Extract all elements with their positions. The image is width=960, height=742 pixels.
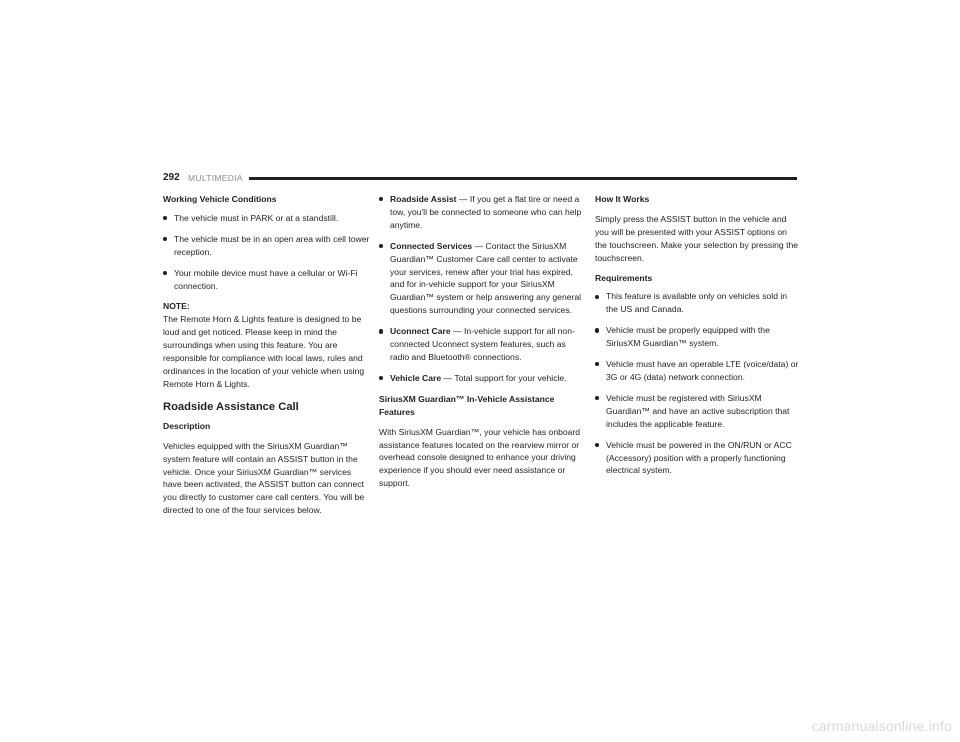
- service-term: Connected Services: [390, 240, 473, 251]
- service-term: Uconnect Care: [390, 326, 451, 337]
- list-item-text: The vehicle must in PARK or at a standstill.: [174, 212, 339, 223]
- note-text: The Remote Horn & Lights feature is designed to be loud and get noticed. Please keep in mind the surroundings when using this feature. You are responsible for compliance with local laws, rules and ordinances in the location of your vehicle when using Remote Horn & Lights.: [163, 314, 365, 389]
- bullet-icon: [595, 362, 599, 366]
- list-item-text: Vehicle must be registered with SiriusXM Guardian™ and have an active subscription that includes the applicable feature.: [606, 392, 790, 429]
- features-heading: SiriusXM Guardian™ In-Vehicle Assistance Features: [379, 393, 555, 417]
- header-rule: [249, 177, 797, 180]
- column-1: [163, 193, 371, 517]
- requirements-list: [595, 290, 801, 477]
- page-header: [163, 172, 797, 186]
- section-name: MULTIMEDIA: [188, 173, 243, 183]
- how-it-works-text: Simply press the ASSIST button in the vehicle and you will be presented with your ASSIST options on the touchscreen. Make your selection by pressing the touchscreen.: [595, 213, 799, 263]
- bullet-icon: [595, 328, 599, 332]
- bullet-icon: [379, 329, 383, 333]
- bullet-icon: [163, 237, 167, 241]
- list-item: [163, 212, 371, 225]
- note-label: NOTE:: [163, 301, 190, 312]
- list-item: [379, 372, 585, 385]
- list-item-text: Your mobile device must have a cellular or Wi-Fi connection.: [174, 267, 358, 291]
- list-item-text: Vehicle must have an operable LTE (voice/data) or 3G or 4G (data) network connection.: [606, 359, 799, 382]
- service-desc: — Contact the SiriusXM Guardian™ Customer Care call center to activate your services, renew after your trial has expired, and for in-vehicle support for your SiriusXM Guardian™ system or help answering any general questions surrounding your connected services.: [390, 240, 582, 316]
- list-item: [595, 358, 801, 384]
- service-desc: — If you get a flat tire or need a tow, you'll be connected to someone who can help anytime.: [390, 194, 582, 230]
- service-desc: — In-vehicle support for all non-connected Uconnect system features, such as radio and Bluetooth® connections.: [390, 326, 575, 362]
- list-item: [379, 193, 585, 232]
- column-2: [379, 193, 585, 490]
- page-number: 292: [163, 172, 180, 183]
- description-text: Vehicles equipped with the SiriusXM Guardian™ system feature will contain an ASSIST button in the vehicle. Once your SiriusXM Guardian™ services have been activated, the ASSIST button can connect you directly to customer care call centers. You will be directed to one of the four services below.: [163, 440, 365, 516]
- list-item: [379, 325, 585, 364]
- bullet-icon: [595, 396, 599, 400]
- services-list: [379, 193, 585, 385]
- list-item: [595, 290, 801, 316]
- list-item: [595, 439, 801, 478]
- list-item: [163, 267, 371, 293]
- list-item-text: The vehicle must be in an open area with cell tower reception.: [174, 233, 370, 257]
- section-title: Roadside Assistance Call: [163, 400, 299, 413]
- service-desc: — Total support for your vehicle.: [441, 372, 567, 383]
- bullet-icon: [595, 443, 599, 447]
- watermark: carmanualsonline.info: [811, 718, 952, 734]
- list-item-text: Vehicle must be powered in the ON/RUN or ACC (Accessory) position with a properly functioning electrical system.: [606, 439, 792, 476]
- how-it-works-heading: How It Works: [595, 194, 650, 204]
- list-item-text: Vehicle must be properly equipped with the SiriusXM Guardian™ system.: [606, 325, 770, 349]
- bullet-icon: [163, 271, 167, 275]
- bullet-icon: [379, 376, 383, 380]
- bullet-icon: [379, 197, 383, 201]
- features-text: With SiriusXM Guardian™, your vehicle has onboard assistance features located on the rearview mirror or overhead console designed to enhance your driving experience if you should ever need assistance or support.: [379, 426, 581, 489]
- list-item: [595, 324, 801, 350]
- description-heading: Description: [163, 420, 211, 431]
- bullet-icon: [379, 244, 383, 248]
- list-item: [595, 392, 801, 431]
- bullet-icon: [595, 295, 599, 299]
- working-conditions-heading: Working Vehicle Conditions: [163, 194, 277, 204]
- requirements-heading: Requirements: [595, 272, 653, 283]
- list-item: [379, 240, 585, 317]
- bullet-icon: [163, 216, 167, 220]
- column-3: [595, 193, 801, 477]
- service-term: Vehicle Care: [390, 372, 442, 383]
- list-item-text: This feature is available only on vehicles sold in the US and Canada.: [606, 291, 788, 315]
- working-conditions-list: [163, 212, 371, 293]
- service-term: Roadside Assist: [390, 194, 457, 204]
- list-item: [163, 233, 371, 259]
